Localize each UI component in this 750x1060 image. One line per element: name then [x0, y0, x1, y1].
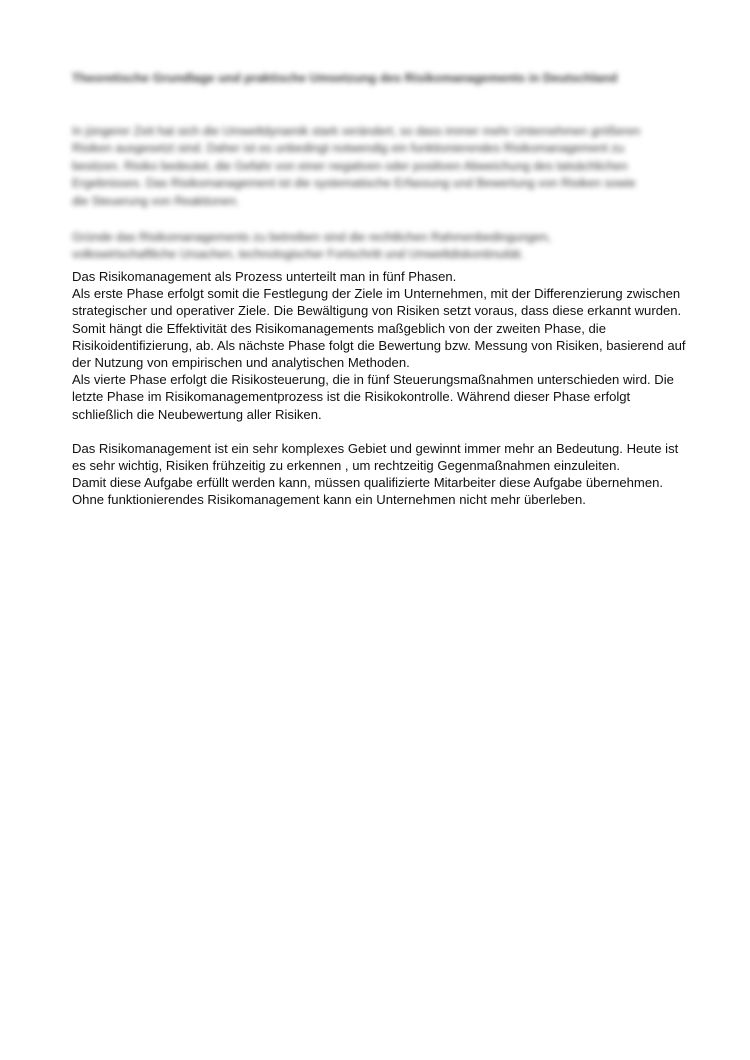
blurred-paragraph: Gründe das Risikomanagements zu betreiben sind die rechtlichen Rahmenbedingungen, volkswirtschaftliche Ursachen, technologischer Fortschritt und Umweltdiskontinuität. [72, 230, 551, 262]
text-paragraph: Als erste Phase erfolgt somit die Festlegung der Ziele im Unternehmen, mit der Differenzierung zwischen strategischer und operativer Ziele. Die Bewältigung von Risiken setzt voraus, dass diese erkannt wurden. Somit hängt die Effektivität des Risikomanagements maßgeblich von der zweiten Phase, die Risikoidentifizierung, ab. Als nächste Phase folgt die Bewertung bzw. Messung von Risiken, basierend auf der Nutzung von empirischen und analytischen Methoden. [72, 286, 686, 371]
text-paragraph: Das Risikomanagement ist ein sehr komplexes Gebiet und gewinnt immer mehr an Bedeutung. Heute ist es sehr wichtig, Risiken frühzeitig zu erkennen , um rechtzeitig Gegenmaßnahmen einzuleiten. [72, 440, 679, 474]
text-line: Das Risikomanagement als Prozess unterteilt man in fünf Phasen. [72, 269, 457, 284]
blurred-preview-section [72, 70, 652, 283]
text-paragraph: Damit diese Aufgabe erfüllt werden kann, müssen qualifizierte Mitarbeiter diese Aufgabe übernehmen. Ohne funktionierendes Risikomanagement kann ein Unternehmen nicht mehr überleben. [72, 475, 664, 508]
paragraph-gap [72, 423, 692, 440]
text-paragraph: Als vierte Phase erfolgt die Risikosteuerung, die in fünf Steuerungsmaßnahmen unterschieden wird. Die letzte Phase im Risikomanagementprozess ist die Risikokontrolle. Während dieser Phase erfolgt schließlich die Neubewertung aller Risiken. [72, 372, 674, 422]
document-title: Theoretische Grundlage und praktische Umsetzung des Risikomanagements in Deutschland [72, 71, 618, 85]
readable-section [72, 268, 692, 509]
blurred-paragraph: In jüngerer Zeit hat sich die Umweltdynamik stark verändert, so dass immer mehr Unternehmen größeren Risiken ausgesetzt sind. Daher ist es unbedingt notwendig ein funktionierendes Risikomanagement zu besitzen. Risiko bedeutet, die Gefahr von einer negativen oder positiven Abweichung des tatsächlichen Ergebnisses. Das Risikomanagement ist die systematische Erfassung und Bewertung von Risiken sowie die Steuerung von Reaktionen. [72, 124, 641, 208]
